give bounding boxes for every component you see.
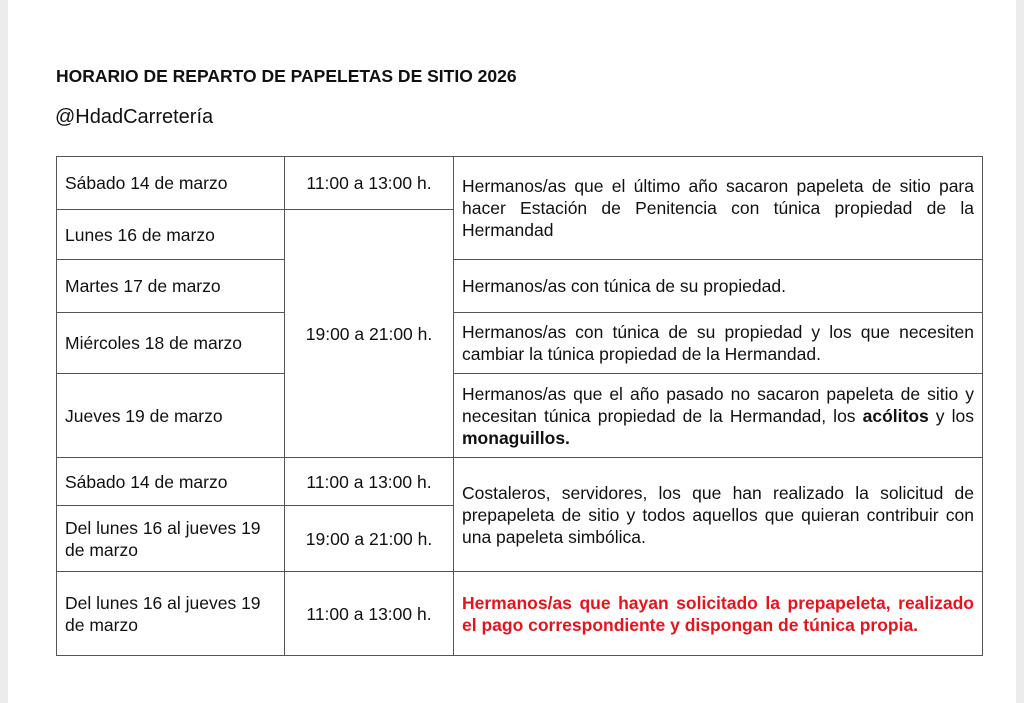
table-row — [57, 374, 983, 458]
date-cell: Jueves 19 de marzo — [57, 374, 285, 458]
document-page — [8, 0, 1016, 703]
table-row — [57, 458, 983, 506]
description-text: y los — [928, 405, 974, 426]
time-cell: 11:00 a 13:00 h. — [285, 572, 454, 656]
description-text: Hermanos/as que el año pasado no sacaron papeleta de sitio y necesitan túnica propiedad de la Hermandad, los — [462, 383, 974, 426]
date-cell: Lunes 16 de marzo — [57, 210, 285, 260]
description-bold: monaguillos. — [462, 427, 570, 448]
description-cell: Costaleros, servidores, los que han realizado la solicitud de prepapeleta de sitio y todos aquellos que quieran contribuir con una papeleta simbólica. — [454, 458, 983, 572]
date-cell: Del lunes 16 al jueves 19 de marzo — [57, 572, 285, 656]
description-cell — [454, 374, 983, 458]
time-cell: 11:00 a 13:00 h. — [285, 458, 454, 506]
time-cell: 11:00 a 13:00 h. — [285, 157, 454, 210]
description-bold: acólitos — [862, 405, 929, 426]
date-cell: Sábado 14 de marzo — [57, 157, 285, 210]
description-cell: Hermanos/as con túnica de su propiedad. — [454, 260, 983, 313]
table-row — [57, 572, 983, 656]
date-cell: Martes 17 de marzo — [57, 260, 285, 313]
date-cell: Miércoles 18 de marzo — [57, 313, 285, 374]
table-row — [57, 313, 983, 374]
date-cell: Sábado 14 de marzo — [57, 458, 285, 506]
social-handle: @HdadCarretería — [55, 106, 214, 128]
description-cell: Hermanos/as con túnica de su propiedad y los que necesiten cambiar la túnica propiedad de la Hermandad. — [454, 313, 983, 374]
table-row — [57, 157, 983, 210]
description-cell: Hermanos/as que el último año sacaron papeleta de sitio para hacer Estación de Penitencia con túnica propiedad de la Hermandad — [454, 157, 983, 260]
time-cell: 19:00 a 21:00 h. — [285, 210, 454, 458]
time-cell: 19:00 a 21:00 h. — [285, 506, 454, 572]
table-row — [57, 260, 983, 313]
date-cell: Del lunes 16 al jueves 19 de marzo — [57, 506, 285, 572]
highlighted-description-cell: Hermanos/as que hayan solicitado la prepapeleta, realizado el pago correspondiente y dispongan de túnica propia. — [454, 572, 983, 656]
schedule-table — [56, 156, 983, 656]
document-title: HORARIO DE REPARTO DE PAPELETAS DE SITIO 2026 — [56, 66, 517, 86]
